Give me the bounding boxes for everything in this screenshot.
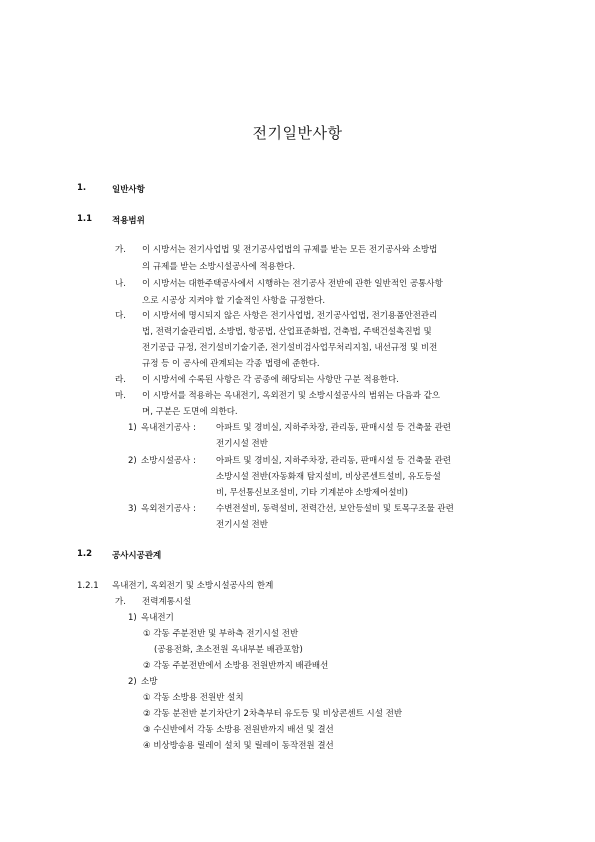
outline-text: 전력계통시설 [142,597,192,607]
sub-item-line: 비, 무선통신보조설비, 기타 기계분야 소방제어설비) [216,488,408,498]
sub-item-label: 1) [128,423,137,433]
section-1-2-title: 공사시공관계 [112,551,162,561]
item-line: 이 시방서를 적용하는 옥내전기, 옥외전기 및 소방시설공사의 범위는 다음과 같으 [142,391,440,401]
sub-item-name: 옥외전기공사 : [141,504,196,514]
sub-item-line: 아파트 및 경비실, 지하주차장, 관리동, 판매시설 등 건축물 관련 [216,456,451,466]
item-label: 라. [115,375,126,385]
section-1-1-title: 적용범위 [112,216,145,226]
item-line: 법, 전력기술관리법, 소방법, 항공법, 산업표준화법, 건축법, 주택건설촉진법 및 [142,327,432,337]
sub-item-line: 전기시설 전반 [216,520,268,530]
outline-sub-text: 소방 [141,677,158,687]
item-label: 나. [115,279,126,289]
section-1-1-number: 1.1 [77,214,93,224]
item-label: 가. [115,245,126,255]
item-line: 며, 구분은 도면에 의한다. [142,407,238,417]
item-label: 마. [115,391,126,401]
outline-item: ④ 비상방송용 릴레이 설치 및 릴레이 동작전원 결선 [143,741,334,751]
item-line: 규정 등 이 공사에 관계되는 각종 법령에 준한다. [142,359,320,369]
sub-item-line: 아파트 및 경비실, 지하주차장, 관리동, 판매시설 등 건축물 관련 [216,423,451,433]
outline-item: ③ 수신반에서 각동 소방용 전원반까지 배선 및 결선 [143,725,334,735]
sub-item-name: 옥내전기공사 : [141,423,196,433]
item-label: 다. [115,311,126,321]
item-line: 이 시방서는 대한주택공사에서 시행하는 전기공사 전반에 관한 일반적인 공통사항 [142,279,443,289]
outline-sub-label: 1) [128,613,137,623]
outline-item: ② 각동 주분전반에서 소방용 전원반까지 배관배선 [143,661,329,671]
sub-item-line: 전기시설 전반 [216,439,268,449]
outline-sub-label: 2) [128,677,137,687]
outline-sub-text: 옥내전기 [141,613,174,623]
sub-item-label: 2) [128,456,137,466]
item-line: 의 규제를 받는 소방시설공사에 적용한다. [142,262,296,272]
page-title: 전기일반사항 [252,124,343,142]
section-1-title: 일반사항 [112,185,145,195]
section-1-2-1-title: 옥내전기, 옥외전기 및 소방시설공사의 한계 [112,581,274,591]
outline-item: ① 각동 주분전반 및 부하측 전기시설 전반 [143,629,299,639]
sub-item-line: 소방시설 전반(자동화재 탐지설비, 비상콘센트설비, 유도등설 [216,472,441,482]
item-line: 이 시방서는 전기사업법 및 전기공사업법의 규제를 받는 모든 전기공사와 소방법 [142,245,438,255]
section-1-2-1-number: 1.2.1 [77,581,99,591]
sub-item-name: 소방시설공사 : [141,456,196,466]
section-1-2-number: 1.2 [77,549,93,559]
sub-item-label: 3) [128,504,137,514]
outline-item: ① 각동 소방용 전원반 설치 [143,693,244,703]
sub-item-line: 수변전설비, 동력설비, 전력간선, 보안등설비 및 토목구조물 관련 [216,504,454,514]
item-line: 전기공급 규정, 전기설비기술기준, 전기설비검사업무처리지침, 내선규정 및 비전 [142,343,438,353]
outline-label: 가. [115,597,126,607]
item-line: 으로 시공상 지켜야 할 기술적인 사항을 규정한다. [142,296,326,306]
section-1-number: 1. [77,183,87,193]
item-line: 이 시방서에 명시되지 않은 사항은 전기사업법, 전기공사업법, 전기용품안전관리 [142,311,438,321]
outline-item: (공용전화, 초소전원 옥내부분 배관포함) [154,645,303,655]
item-line: 이 시방서에 수록된 사항은 각 공종에 해당되는 사항만 구분 적용한다. [142,375,399,385]
outline-item: ② 각동 분전반 분기차단기 2차측부터 유도등 및 비상콘센트 시설 전반 [143,709,403,719]
